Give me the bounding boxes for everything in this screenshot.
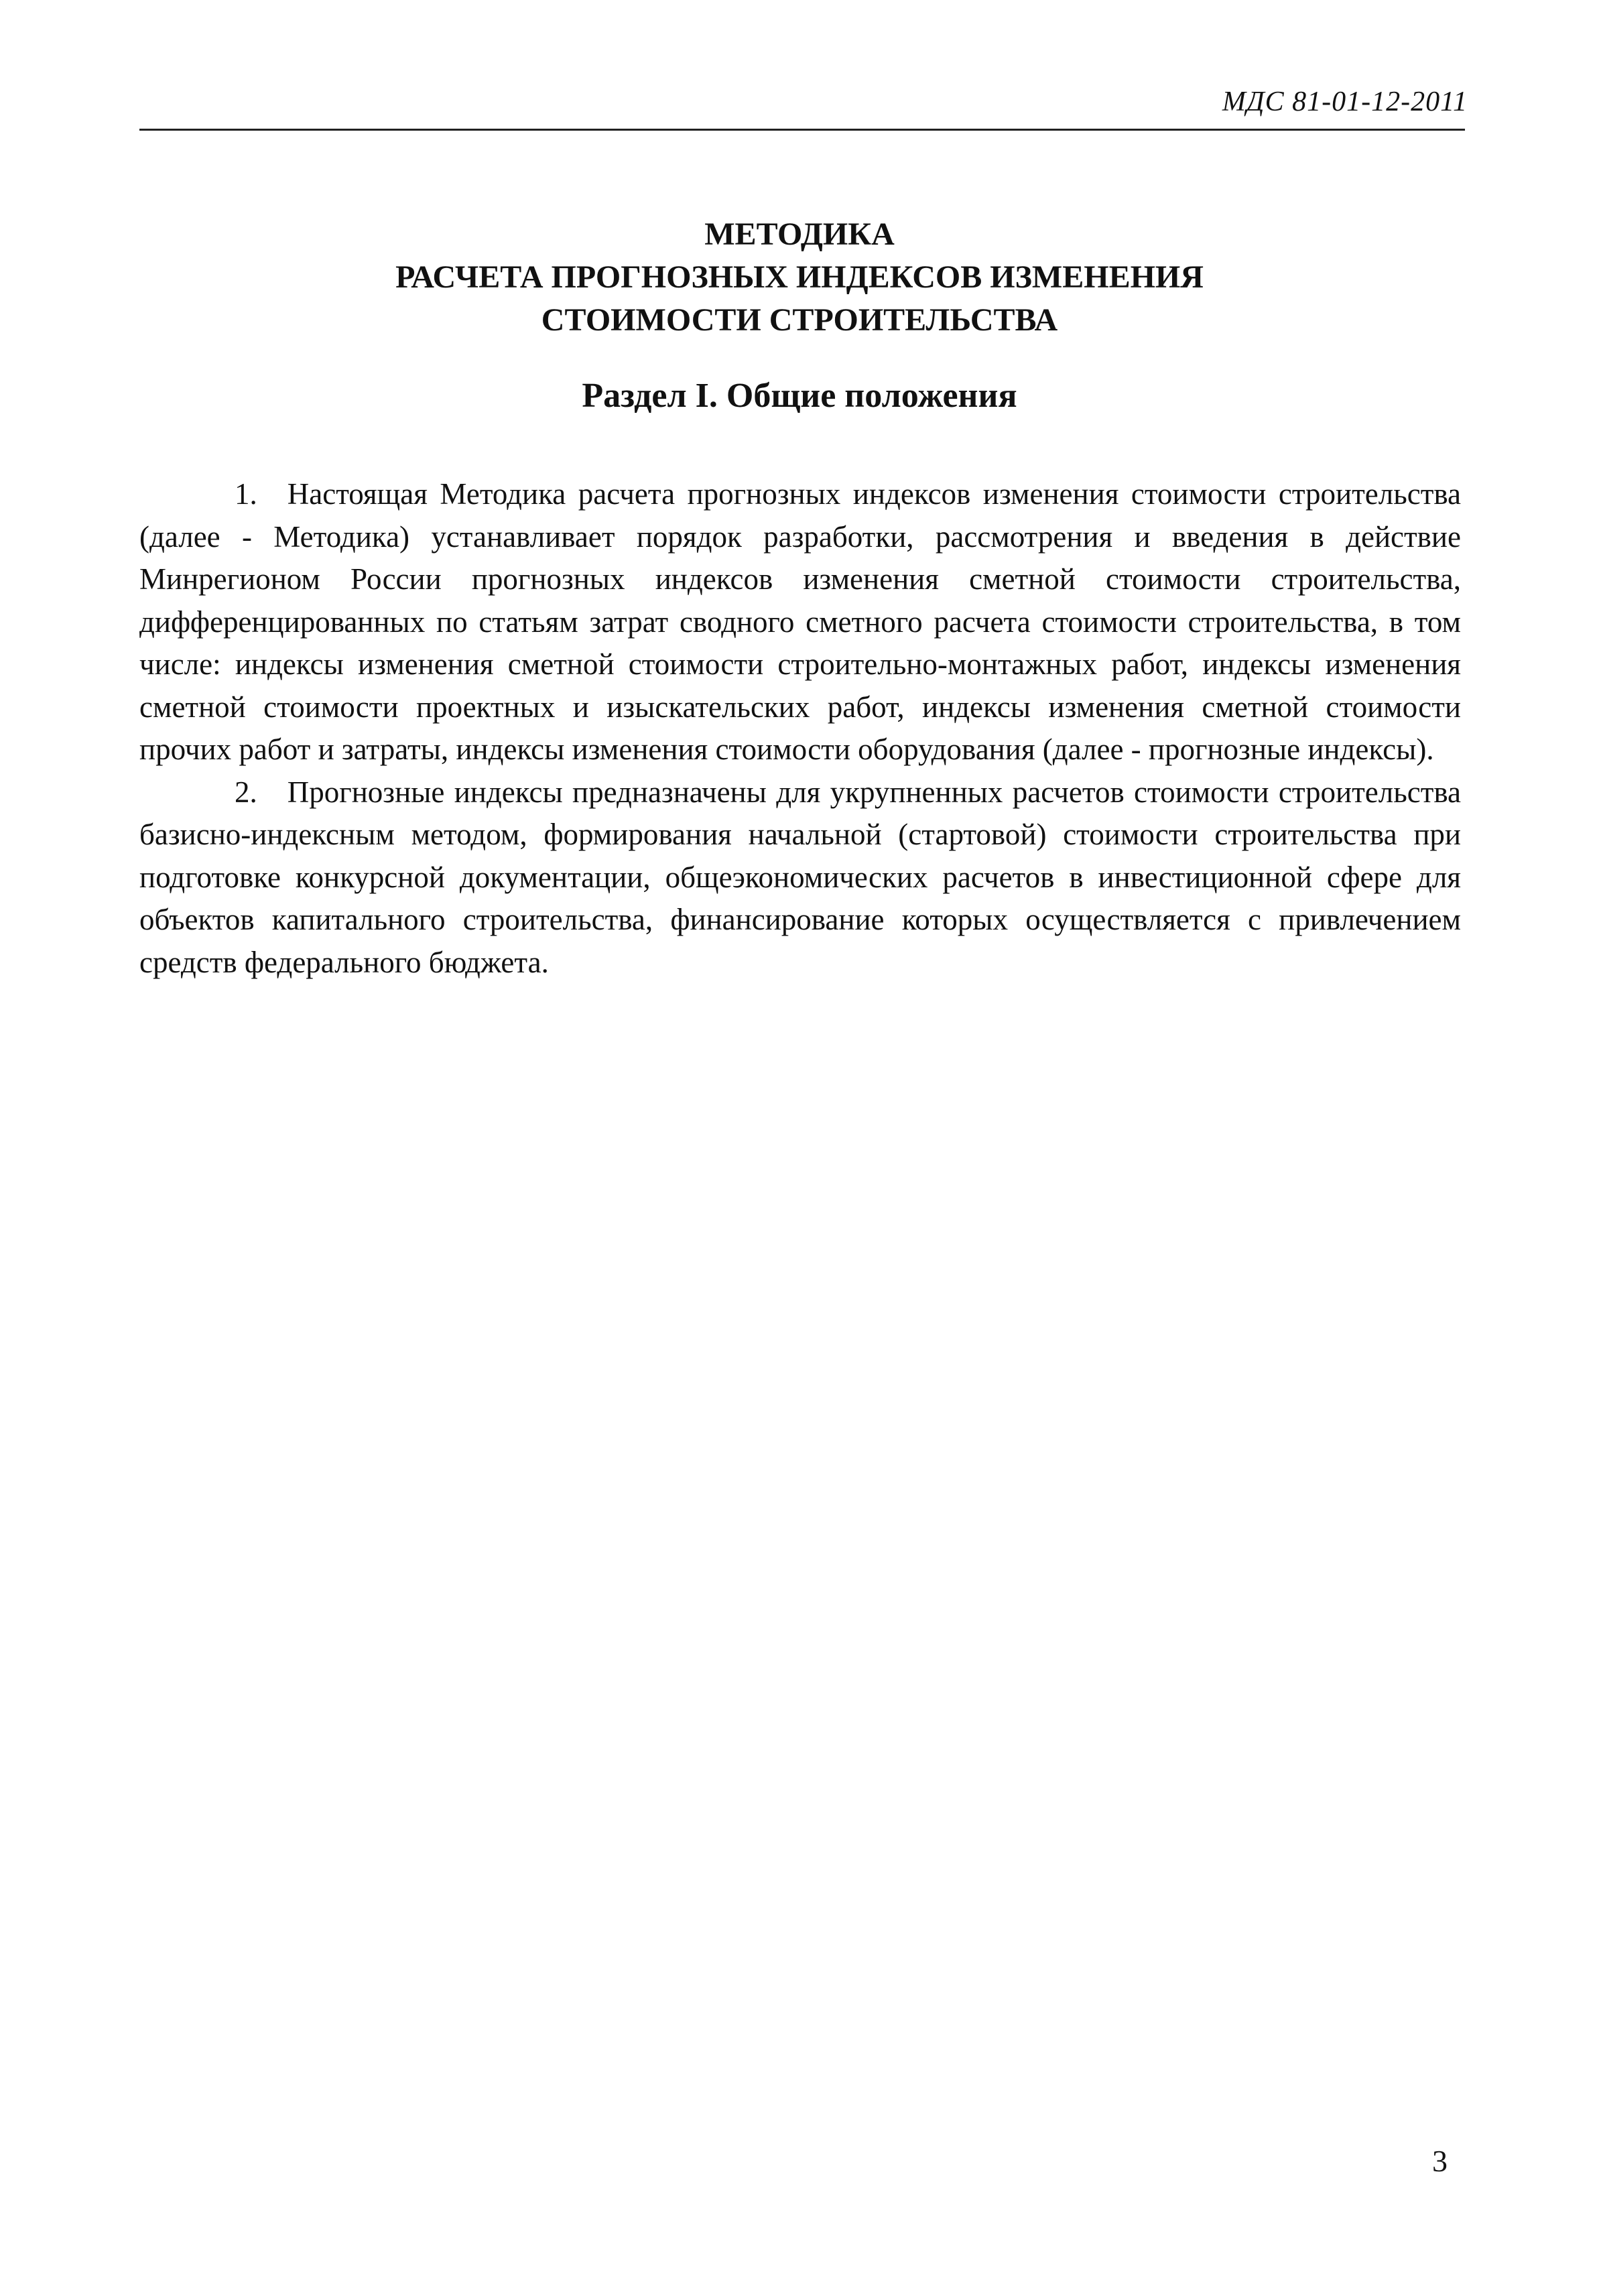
paragraph-2: 2. Прогнозные индексы предназначены для укрупненных расчетов стоимости строительства базисно-индексным методом, формирования начальной (стартовой) стоимости строительства при подготовке конкурсной документации, общеэкономических расчетов в инвестиционной сфере для объектов капитального строительства, финансирование которых осуществляется с привлечением средств федерального бюджета. [139,775,1461,979]
page-number: 3 [1432,2144,1448,2178]
title-line-2: РАСЧЕТА ПРОГНОЗНЫХ ИНДЕКСОВ ИЗМЕНЕНИЯ [395,259,1204,295]
section-heading: Раздел I. Общие положения [582,377,1017,415]
body-text [139,473,1461,984]
title-line-1: МЕТОДИКА [704,216,895,252]
header-rule [139,129,1465,131]
paragraph-1: 1. Настоящая Методика расчета прогнозных индексов изменения стоимости строительства (далее - Методика) устанавливает порядок разработки, рассмотрения и введения в действие Минрегионом России прогнозных индексов изменения сметной стоимости строительства, дифференцированных по статьям затрат сводного сметного расчета стоимости строительства, в том числе: индексы изменения сметной стоимости строительно-монтажных работ, индексы изменения сметной стоимости проектных и изыскательских работ, индексы изменения сметной стоимости прочих работ и затраты, индексы изменения стоимости оборудования (далее - прогнозные индексы). [139,477,1461,766]
document-code: МДС 81-01-12-2011 [1222,86,1468,117]
document-title [0,213,1599,342]
title-line-3: СТОИМОСТИ СТРОИТЕЛЬСТВА [541,302,1058,338]
